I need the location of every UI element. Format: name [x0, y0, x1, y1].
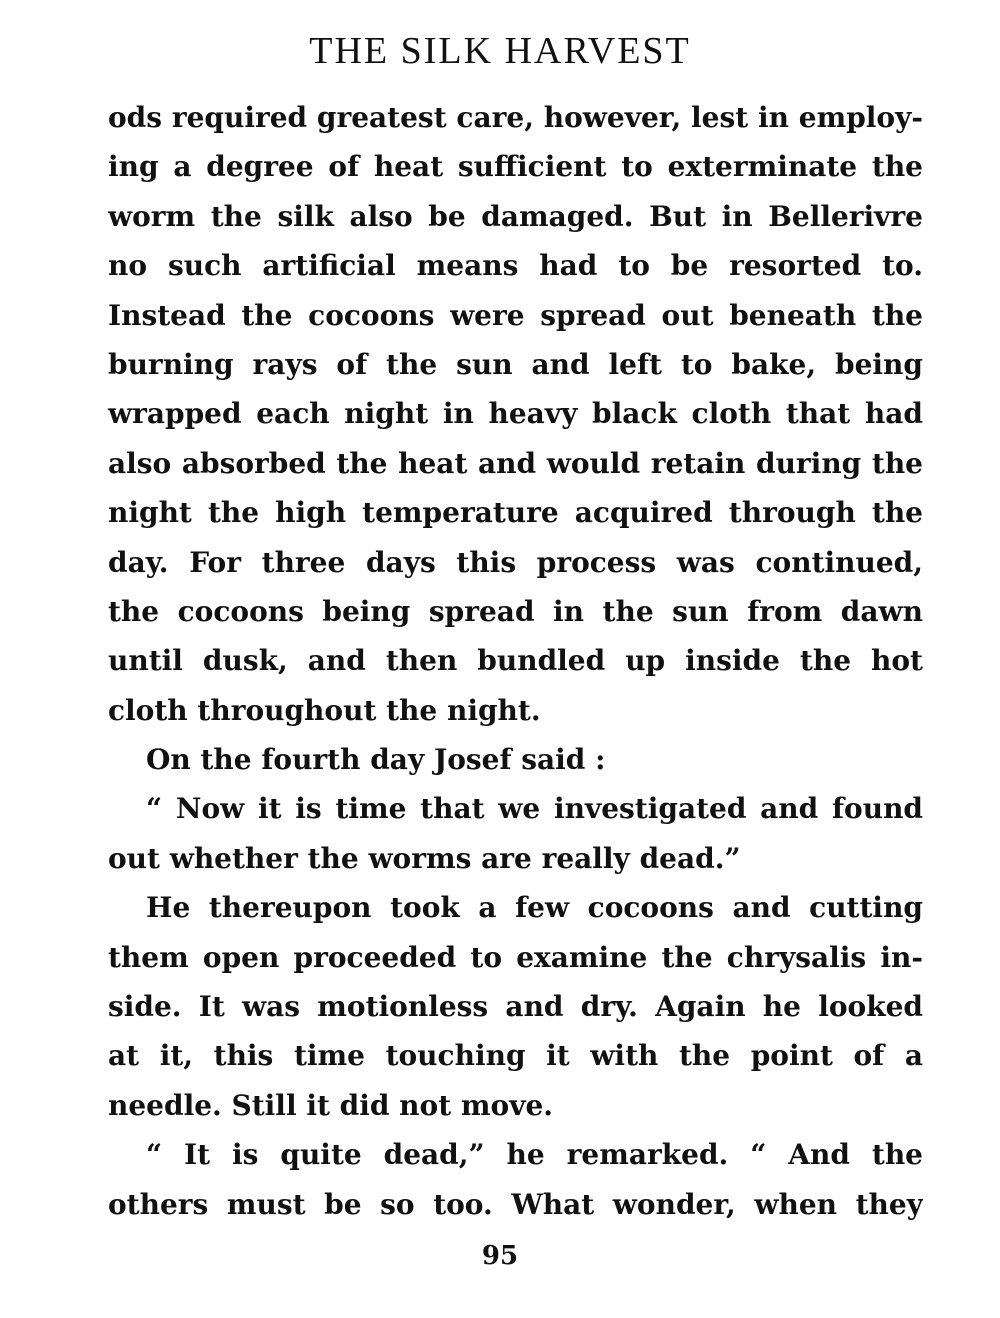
- text-line: On the fourth day Josef said :: [146, 743, 606, 777]
- text-line: the cocoons being spread in the sun from dawn: [108, 594, 923, 628]
- text-line: wrapped each night in heavy black cloth that had: [108, 397, 923, 431]
- running-head: THE SILK HARVEST: [309, 30, 691, 72]
- text-line: others must be so too. What wonder, when they: [108, 1187, 923, 1221]
- text-line: side. It was motionless and dry. Again he looked: [108, 990, 923, 1024]
- text-line: at it, this time touching it with the point of a: [108, 1039, 923, 1073]
- text-line: also absorbed the heat and would retain during the: [108, 446, 923, 480]
- text-line: ods required greatest care, however, lest in employ-: [108, 101, 923, 134]
- text-line: until dusk, and then bundled up inside the hot: [108, 644, 923, 678]
- text-line: burning rays of the sun and left to bake, being: [108, 347, 923, 381]
- text-line: them open proceeded to examine the chrysalis in-: [108, 940, 923, 974]
- text-line: He thereupon took a few cocoons and cutting: [146, 891, 923, 925]
- text-line: day. For three days this process was continued,: [108, 545, 923, 579]
- text-line: no such artificial means had to be resorted to.: [108, 249, 923, 283]
- text-line: “ Now it is time that we investigated and found: [146, 792, 923, 826]
- text-line: night the high temperature acquired through the: [108, 496, 923, 530]
- text-line: ing a degree of heat sufficient to exterminate the: [108, 150, 923, 184]
- page-body: [108, 93, 923, 1229]
- text-line: needle. Still it did not move.: [108, 1088, 554, 1122]
- page-number: 95: [481, 1241, 519, 1271]
- text-line: out whether the worms are really dead.”: [108, 841, 741, 875]
- text-line: cloth throughout the night.: [108, 693, 541, 727]
- text-line: Instead the cocoons were spread out beneath the: [108, 298, 923, 332]
- text-line: worm the silk also be damaged. But in Bellerivre: [108, 199, 923, 233]
- text-line: “ It is quite dead,” he remarked. “ And the: [146, 1138, 923, 1172]
